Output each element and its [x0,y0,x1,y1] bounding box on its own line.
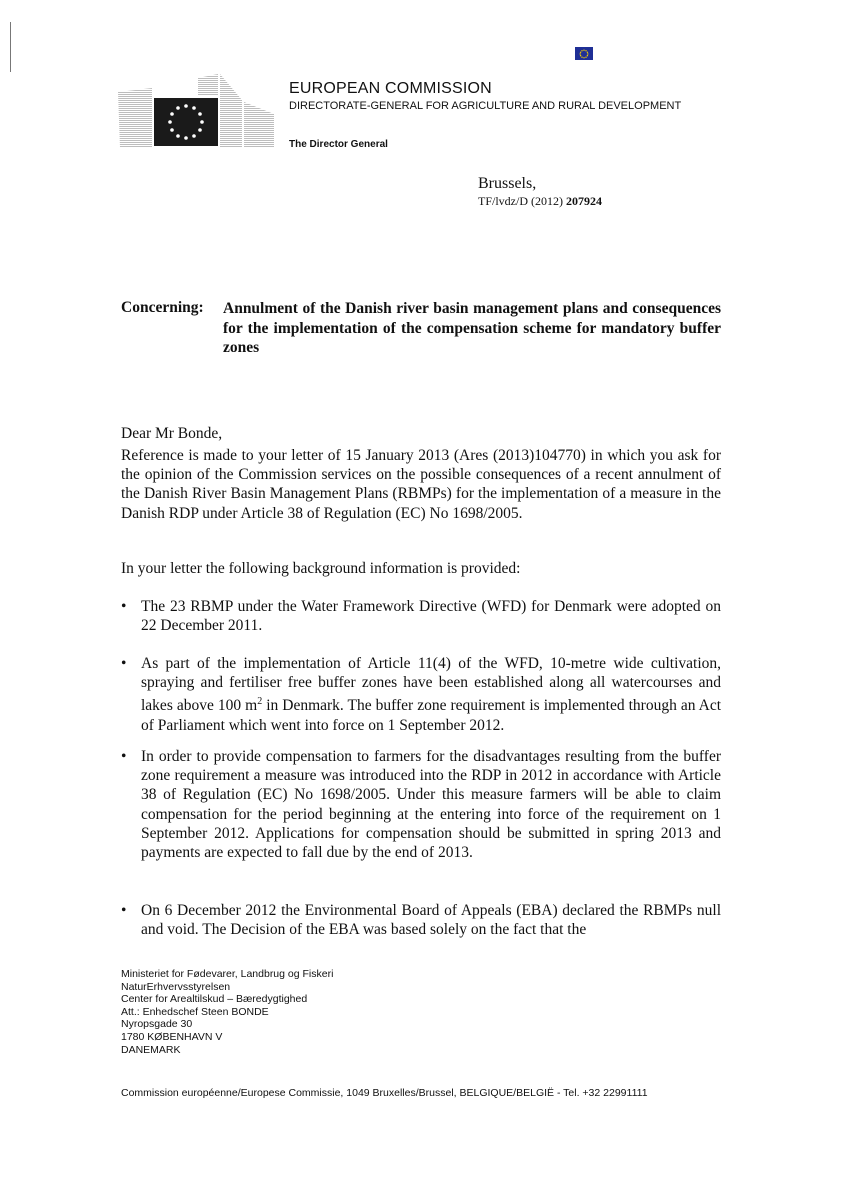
list-item [121,901,721,939]
reference-prefix: TF/lvdz/D (2012) [478,194,566,208]
directorate-general: DIRECTORATE-GENERAL FOR AGRICULTURE AND RURAL DEVELOPMENT [289,100,682,112]
list-item [121,597,721,635]
addressee-line: Nyropsgade 30 [121,1018,193,1031]
list-item [121,747,721,862]
sender-role: The Director General [289,139,388,150]
addressee-line: Ministeriet for Fødevarer, Landbrug og Fiskeri [121,968,334,980]
bullet-icon: • [121,598,127,615]
paragraph-reference: Reference is made to your letter of 15 January 2013 (Ares (2013)104770) in which you ask for the opinion of the Commission services on the possible consequences of a recent annulment of the Danish River Basin Management Plans (RBMPs) for the implementation of a measure in the Danish RDP under Article 38 of Regulation (EC) No 1698/2005. [121,447,721,522]
bullet-icon: • [121,748,127,765]
reference-number: 207924 [566,194,602,208]
paragraph-background-intro: In your letter the following background information is provided: [121,560,521,577]
scan-margin-line [10,22,11,72]
addressee-line: NaturErhvervsstyrelsen [121,980,231,993]
list-item-text: The 23 RBMP under the Water Framework Directive (WFD) for Denmark were adopted on 22 December 2011. [141,598,721,635]
superscript: 2 [257,696,263,708]
european-commission-logo [118,74,276,152]
list-item [121,654,721,735]
list-item-text [141,654,721,735]
concerning-subject: Annulment of the Danish river basin management plans and consequences for the implementation of the compensation scheme for mandatory buffer zones [223,300,721,356]
bullet-icon: • [121,902,127,919]
addressee-line: 1780 KØBENHAVN V [121,1030,223,1043]
list-item-text: On 6 December 2012 the Environmental Board of Appeals (EBA) declared the RBMPs null and void. The Decision of the EBA was based solely on the fact that the [141,902,721,939]
addressee-line: DANEMARK [121,1043,181,1056]
salutation: Dear Mr Bonde, [121,425,223,442]
concerning-label: Concerning: [121,299,204,316]
letter-place: Brussels, [478,175,537,192]
organisation-name: EUROPEAN COMMISSION [289,80,492,97]
list-item-text: In order to provide compensation to farmers for the disadvantages resulting from the buffer zone requirement a measure was introduced into the RDP in 2012 in accordance with Article 38 of Regulation (EC) No 1698/2005. Under this measure farmers will be able to claim compensation for the period beginning at the entering into force of the requirement on 1 September 2012. Applications for compensation should be submitted in spring 2013 and payments are expected to fall due by the end of 2013. [141,748,721,862]
addressee-block [121,968,333,1056]
eu-flag-icon [575,47,593,59]
letter-reference [478,194,602,209]
footer-address: Commission européenne/Europese Commissie, 1049 Bruxelles/Brussel, BELGIQUE/BELGIË - Tel. +32 22991111 [121,1087,648,1099]
addressee-line: Center for Arealtilskud – Bæredygtighed [121,993,308,1006]
addressee-line: Att.: Enhedschef Steen BONDE [121,1005,269,1018]
list-item-text-part: As part of the implementation of Article 11(4) of the WFD, 10-metre wide cultivation, spraying and fertiliser free buffer zones have been established along all watercourses and lakes above 100 m [141,655,721,715]
list-item-text-part: in Denmark. The buffer zone requirement is implemented through an Act of Parliament which went into force on 1 September 2012. [141,697,722,734]
bullet-icon: • [121,655,127,672]
